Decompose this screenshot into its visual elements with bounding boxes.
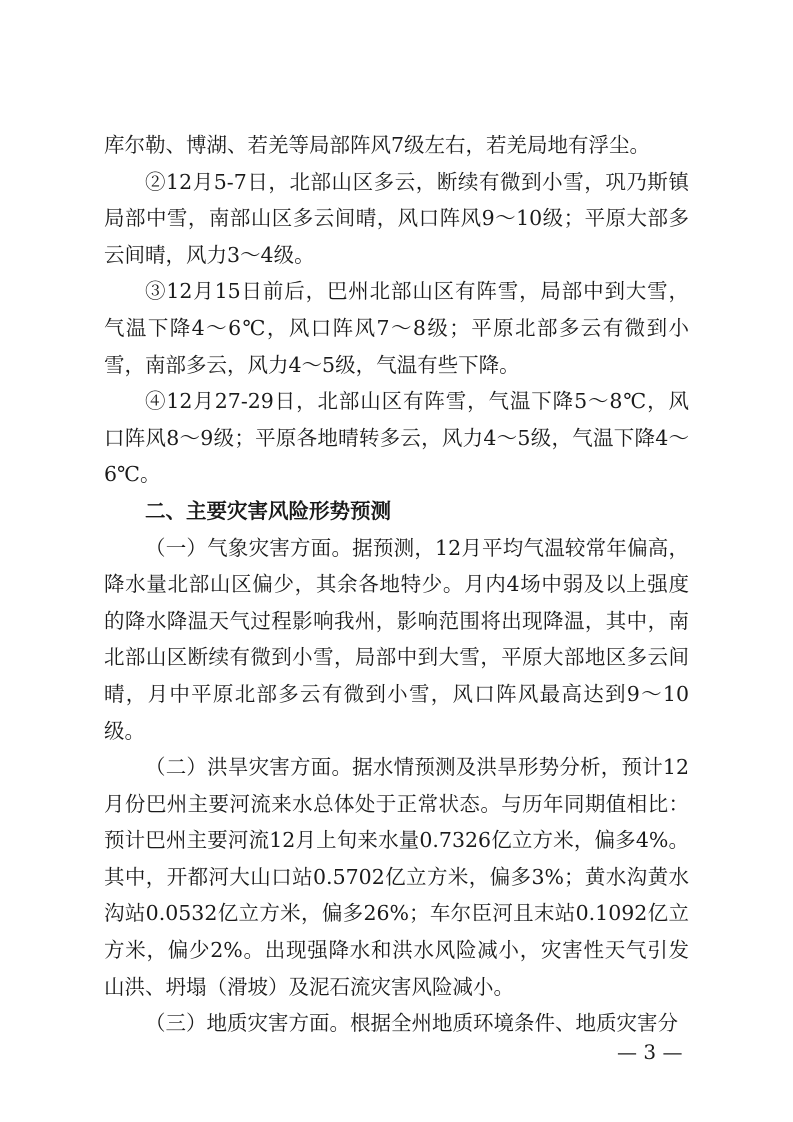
subsection-lead: （二）洪旱灾害方面。 — [145, 755, 353, 780]
section-heading: 二、主要灾害风险形势预测 — [145, 498, 391, 523]
forecast-item-3: ③12月15日前后，巴州北部山区有阵雪，局部中到大雪，气温下降4～6℃，风口阵风7～8级；平原北部多云有微到小雪，南部多云，风力4～5级，气温有些下降。 — [104, 279, 689, 377]
page-number: — 3 — — [617, 1040, 683, 1064]
subsection-weather — [104, 530, 689, 750]
paragraph-continuation: 库尔勒、博湖、若羌等局部阵风7级左右，若羌局地有浮尘。 — [104, 133, 651, 157]
forecast-item-4: ④12月27-29日，北部山区有阵雪，气温下降5～8℃，风口阵风8～9级；平原各地晴转多云，风力4～5级，气温下降4～6℃。 — [104, 389, 689, 487]
subsection-geology — [104, 1005, 689, 1042]
subsection-text: 据预测，12月平均气温较常年偏高，降水量北部山区偏少，其余各地特少。月内4场中弱及以上强度的降水降温天气过程影响我州，影响范围将出现降温，其中，南北部山区断续有微到小雪，局部中到大雪，平原大部地区多云间晴，月中平原北部多云有微到小雪，风口阵风最高达到9～10级。 — [104, 535, 690, 743]
subsection-lead: （三）地质灾害方面。 — [145, 1011, 350, 1036]
subsection-text: 据水情预测及洪旱形势分析，预计12月份巴州主要河流来水总体处于正常状态。与历年同期值相比：预计巴州主要河流12月上旬来水量0.7326亿立方米，偏多4%。其中，开都河大山口站0.5702亿立方米，偏多3%；黄水沟黄水沟站0.0532亿立方米，偏多26%；车尔臣河且末站0.1092亿立方米，偏少2%。出现强降水和洪水风险减小，灾害性天气引发山洪、坍塌（滑坡）及泥石流灾害风险减小。 — [104, 755, 690, 999]
subsection-text: 根据全州地质环境条件、地质灾害分 — [350, 1011, 678, 1036]
body-text — [104, 127, 689, 1042]
forecast-item-2: ②12月5-7日，北部山区多云，断续有微到小雪，巩乃斯镇局部中雪，南部山区多云间晴，风口阵风9～10级；平原大部多云间晴，风力3～4级。 — [104, 169, 689, 267]
subsection-lead: （一）气象灾害方面。 — [145, 535, 353, 560]
subsection-flood-drought — [104, 749, 689, 1005]
